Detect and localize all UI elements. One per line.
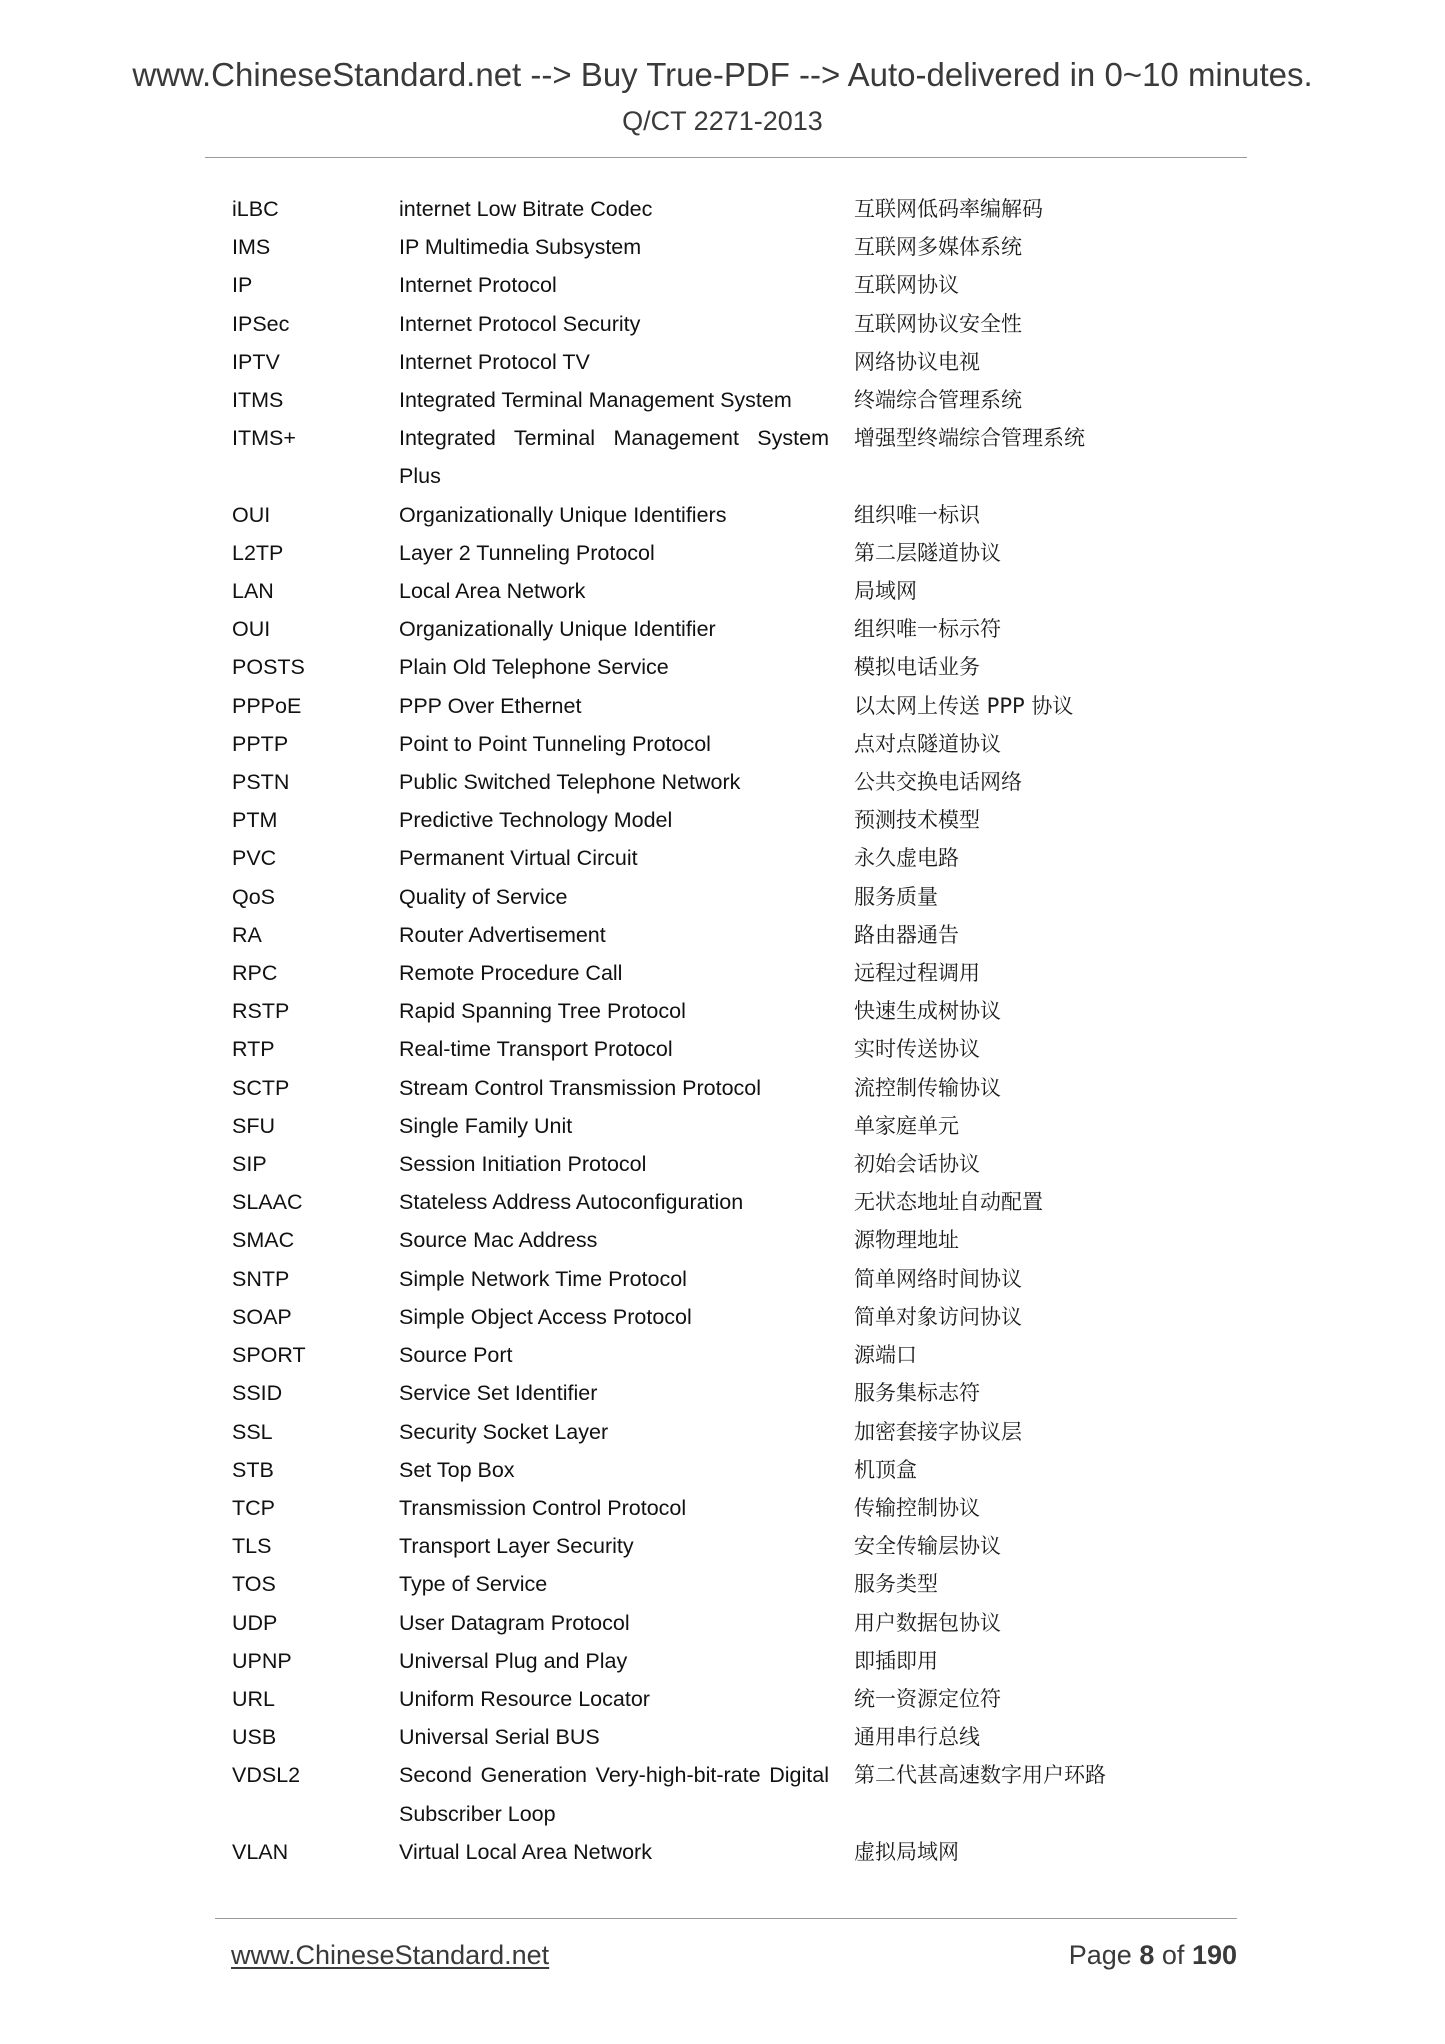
english-term-cell: Single Family Unit	[399, 1113, 573, 1138]
abbreviation-cell: RA	[232, 922, 262, 947]
chinese-term-cell: 点对点隧道协议	[854, 731, 1001, 756]
abbreviation-cell: SMAC	[232, 1228, 295, 1253]
abbreviation-cell: IPSec	[232, 311, 290, 336]
abbreviation-cell: L2TP	[232, 540, 284, 565]
table-row	[232, 1145, 1232, 1183]
table-row	[232, 1260, 1232, 1298]
header-divider	[205, 157, 1247, 158]
table-row	[232, 1413, 1232, 1451]
abbreviation-cell: TCP	[232, 1495, 275, 1520]
abbreviation-cell: IPTV	[232, 349, 280, 374]
english-term-cell: Router Advertisement	[399, 922, 606, 947]
chinese-term-cell: 组织唯一标识	[854, 502, 980, 527]
table-row	[232, 916, 1232, 954]
table-row	[232, 1336, 1232, 1374]
chinese-term-cell: 传输控制协议	[854, 1495, 980, 1520]
english-term-cell: IP Multimedia Subsystem	[399, 235, 642, 260]
page-indicator	[1069, 1940, 1237, 1971]
page-total: 190	[1191, 1940, 1237, 1970]
english-term-cell: Transmission Control Protocol	[399, 1495, 687, 1520]
abbreviation-cell: UDP	[232, 1610, 278, 1635]
chinese-term-cell: 互联网低码率编解码	[854, 197, 1043, 221]
table-row	[232, 419, 1232, 495]
table-row	[232, 763, 1232, 801]
abbreviation-cell: PVC	[232, 846, 277, 871]
chinese-term-cell: 公共交换电话网络	[854, 770, 1022, 795]
chinese-term-cell: 快速生成树协议	[854, 999, 1001, 1024]
chinese-term-cell: 服务质量	[854, 884, 938, 909]
english-term-cell: Plain Old Telephone Service	[399, 655, 669, 680]
english-term-cell: Session Initiation Protocol	[399, 1152, 647, 1177]
english-term-cell: Point to Point Tunneling Protocol	[399, 731, 711, 756]
english-term-cell: Universal Serial BUS	[399, 1725, 600, 1750]
footer-divider	[215, 1918, 1237, 1919]
english-term-cell: User Datagram Protocol	[399, 1610, 630, 1635]
abbreviation-cell: RTP	[232, 1037, 275, 1062]
chinese-term-cell: 服务集标志符	[854, 1381, 980, 1406]
abbreviation-cell: RPC	[232, 961, 278, 986]
chinese-term-cell: 互联网多媒体系统	[854, 235, 1022, 260]
table-row	[232, 1604, 1232, 1642]
chinese-term-cell: 远程过程调用	[854, 961, 980, 986]
abbreviation-cell: TLS	[232, 1534, 272, 1559]
table-row	[232, 954, 1232, 992]
table-row	[232, 1069, 1232, 1107]
english-term-cell: Set Top Box	[399, 1457, 515, 1482]
english-term-cell: Service Set Identifier	[399, 1381, 598, 1406]
abbreviation-cell: OUI	[232, 502, 271, 527]
abbreviation-cell: UPNP	[232, 1648, 292, 1673]
english-term-line2: Plus	[399, 464, 441, 489]
abbreviation-cell: PSTN	[232, 770, 290, 795]
table-row	[232, 1107, 1232, 1145]
chinese-term-cell: 初始会话协议	[854, 1152, 980, 1177]
abbreviation-cell: POSTS	[232, 655, 305, 680]
english-term-cell: PPP Over Ethernet	[399, 693, 582, 718]
abbreviation-table	[232, 190, 1232, 1871]
chinese-term-cell: 源端口	[854, 1343, 917, 1368]
chinese-term-cell: 组织唯一标示符	[854, 617, 1001, 642]
table-row	[232, 305, 1232, 343]
table-row	[232, 1642, 1232, 1680]
table-row	[232, 725, 1232, 763]
table-row	[232, 1374, 1232, 1412]
english-term-cell: Internet Protocol	[399, 273, 557, 298]
english-term-cell: Uniform Resource Locator	[399, 1686, 650, 1711]
table-row	[232, 1030, 1232, 1068]
table-row	[232, 992, 1232, 1030]
table-row	[232, 1451, 1232, 1489]
english-term-line1: Second Generation Very-high-bit-rate Digital	[399, 1763, 829, 1788]
table-row	[232, 1833, 1232, 1871]
english-term-cell: Source Port	[399, 1343, 513, 1368]
english-term-cell: Security Socket Layer	[399, 1419, 609, 1444]
abbreviation-cell: TOS	[232, 1572, 276, 1597]
document-number: Q/CT 2271-2013	[622, 106, 823, 136]
chinese-term-cell: 用户数据包协议	[854, 1610, 1001, 1635]
english-term-cell: Transport Layer Security	[399, 1534, 634, 1559]
chinese-term-cell: 流控制传输协议	[854, 1075, 1001, 1100]
abbreviation-cell: RSTP	[232, 999, 290, 1024]
english-term-cell	[399, 419, 829, 495]
english-term-cell: Integrated Terminal Management System	[399, 388, 792, 413]
abbreviation-cell: iLBC	[232, 197, 279, 221]
english-term-cell: Predictive Technology Model	[399, 808, 673, 833]
table-row	[232, 1527, 1232, 1565]
table-row	[232, 381, 1232, 419]
english-term-cell: Internet Protocol Security	[399, 311, 641, 336]
table-row	[232, 801, 1232, 839]
english-term-line1: Integrated Terminal Management System	[399, 426, 829, 451]
english-term-cell: Organizationally Unique Identifiers	[399, 502, 727, 527]
chinese-term-cell: 增强型终端综合管理系统	[854, 426, 1085, 451]
table-row	[232, 839, 1232, 877]
english-term-cell: Source Mac Address	[399, 1228, 598, 1253]
abbreviation-cell: URL	[232, 1686, 276, 1711]
chinese-term-cell: 简单对象访问协议	[854, 1304, 1022, 1329]
chinese-term-cell: 互联网协议	[854, 273, 959, 298]
abbreviation-cell: LAN	[232, 579, 274, 604]
abbreviation-cell: VLAN	[232, 1839, 289, 1864]
abbreviation-cell: SCTP	[232, 1075, 290, 1100]
chinese-term-cell: 单家庭单元	[854, 1113, 959, 1138]
table-row	[232, 1183, 1232, 1221]
abbreviation-cell: IP	[232, 273, 253, 298]
table-row	[232, 190, 1232, 228]
table-row	[232, 343, 1232, 381]
abbreviation-cell: SPORT	[232, 1343, 306, 1368]
english-term-cell: Remote Procedure Call	[399, 961, 623, 986]
english-term-cell: Real-time Transport Protocol	[399, 1037, 673, 1062]
chinese-term-cell: 第二代甚高速数字用户环路	[854, 1763, 1106, 1788]
chinese-term-cell: 路由器通告	[854, 922, 959, 947]
table-row	[232, 1565, 1232, 1603]
abbreviation-cell: SSID	[232, 1381, 283, 1406]
abbreviation-cell: QoS	[232, 884, 276, 909]
abbreviation-cell: SSL	[232, 1419, 273, 1444]
abbreviation-cell: SIP	[232, 1152, 267, 1177]
abbreviation-cell: PTM	[232, 808, 278, 833]
table-row	[232, 572, 1232, 610]
english-term-cell: Type of Service	[399, 1572, 548, 1597]
english-term-cell	[399, 1756, 829, 1832]
chinese-term-cell: 简单网络时间协议	[854, 1266, 1022, 1291]
chinese-term-cell: 互联网协议安全性	[854, 311, 1022, 336]
page-of: of	[1161, 1940, 1185, 1970]
header-banner: www.ChineseStandard.net --> Buy True-PDF --> Auto-delivered in 0~10 minutes.	[132, 56, 1313, 93]
english-term-cell: Public Switched Telephone Network	[399, 770, 741, 795]
chinese-term-cell: 加密套接字协议层	[854, 1419, 1022, 1444]
english-term-cell: Organizationally Unique Identifier	[399, 617, 716, 642]
abbreviation-cell: OUI	[232, 617, 271, 642]
chinese-term-cell: 无状态地址自动配置	[854, 1190, 1043, 1215]
abbreviation-cell: SOAP	[232, 1304, 292, 1329]
chinese-term-cell: 局域网	[854, 579, 917, 604]
english-term-cell: Internet Protocol TV	[399, 349, 590, 374]
table-row	[232, 1718, 1232, 1756]
chinese-term-cell: 第二层隧道协议	[854, 540, 1001, 565]
abbreviation-cell: PPPoE	[232, 693, 302, 718]
chinese-term-cell: 源物理地址	[854, 1228, 959, 1253]
table-row	[232, 266, 1232, 304]
table-row	[232, 534, 1232, 572]
english-term-cell: Stream Control Transmission Protocol	[399, 1075, 762, 1100]
english-term-cell: internet Low Bitrate Codec	[399, 197, 653, 221]
table-row	[232, 1680, 1232, 1718]
abbreviation-cell: SLAAC	[232, 1190, 303, 1215]
chinese-term-cell: 虚拟局域网	[854, 1839, 959, 1864]
abbreviation-cell: SNTP	[232, 1266, 290, 1291]
chinese-term-cell: 终端综合管理系统	[854, 388, 1022, 413]
page-prefix: Page	[1068, 1940, 1132, 1970]
chinese-term-cell: 模拟电话业务	[854, 655, 980, 680]
abbreviation-cell: IMS	[232, 235, 271, 260]
abbreviation-cell: STB	[232, 1457, 274, 1482]
english-term-cell: Simple Network Time Protocol	[399, 1266, 687, 1291]
table-row	[232, 1756, 1232, 1832]
abbreviation-cell: PPTP	[232, 731, 289, 756]
table-row	[232, 1221, 1232, 1259]
chinese-term-cell: 实时传送协议	[854, 1037, 980, 1062]
chinese-term-cell: 以太网上传送 PPP 协议	[854, 693, 1074, 718]
table-row	[232, 648, 1232, 686]
abbreviation-cell: ITMS+	[232, 426, 296, 451]
english-term-cell: Simple Object Access Protocol	[399, 1304, 692, 1329]
table-row	[232, 687, 1232, 725]
chinese-term-cell: 通用串行总线	[854, 1725, 980, 1750]
abbreviation-cell: SFU	[232, 1113, 275, 1138]
english-term-cell: Universal Plug and Play	[399, 1648, 628, 1673]
english-term-cell: Permanent Virtual Circuit	[399, 846, 638, 871]
abbreviation-cell: ITMS	[232, 388, 284, 413]
abbreviation-cell: USB	[232, 1725, 277, 1750]
table-row	[232, 228, 1232, 266]
chinese-term-cell: 服务类型	[854, 1572, 938, 1597]
table-row	[232, 878, 1232, 916]
chinese-term-cell: 统一资源定位符	[854, 1686, 1001, 1711]
table-row	[232, 496, 1232, 534]
table-row	[232, 610, 1232, 648]
abbreviation-cell: VDSL2	[232, 1763, 301, 1788]
english-term-cell: Local Area Network	[399, 579, 586, 604]
english-term-cell: Stateless Address Autoconfiguration	[399, 1190, 744, 1215]
chinese-term-cell: 即插即用	[854, 1648, 938, 1673]
english-term-cell: Quality of Service	[399, 884, 568, 909]
english-term-cell: Rapid Spanning Tree Protocol	[399, 999, 686, 1024]
chinese-term-cell: 机顶盒	[854, 1457, 917, 1482]
chinese-term-cell: 安全传输层协议	[854, 1534, 1001, 1559]
chinese-term-cell: 预测技术模型	[854, 808, 980, 833]
footer-site-link[interactable]: www.ChineseStandard.net	[231, 1940, 550, 1970]
chinese-term-cell: 永久虚电路	[854, 846, 959, 871]
english-term-cell: Layer 2 Tunneling Protocol	[399, 540, 655, 565]
english-term-cell: Virtual Local Area Network	[399, 1839, 652, 1864]
table-row	[232, 1489, 1232, 1527]
english-term-line2: Subscriber Loop	[399, 1801, 556, 1826]
page-current: 8	[1139, 1940, 1155, 1970]
table-row	[232, 1298, 1232, 1336]
chinese-term-cell: 网络协议电视	[854, 349, 980, 374]
